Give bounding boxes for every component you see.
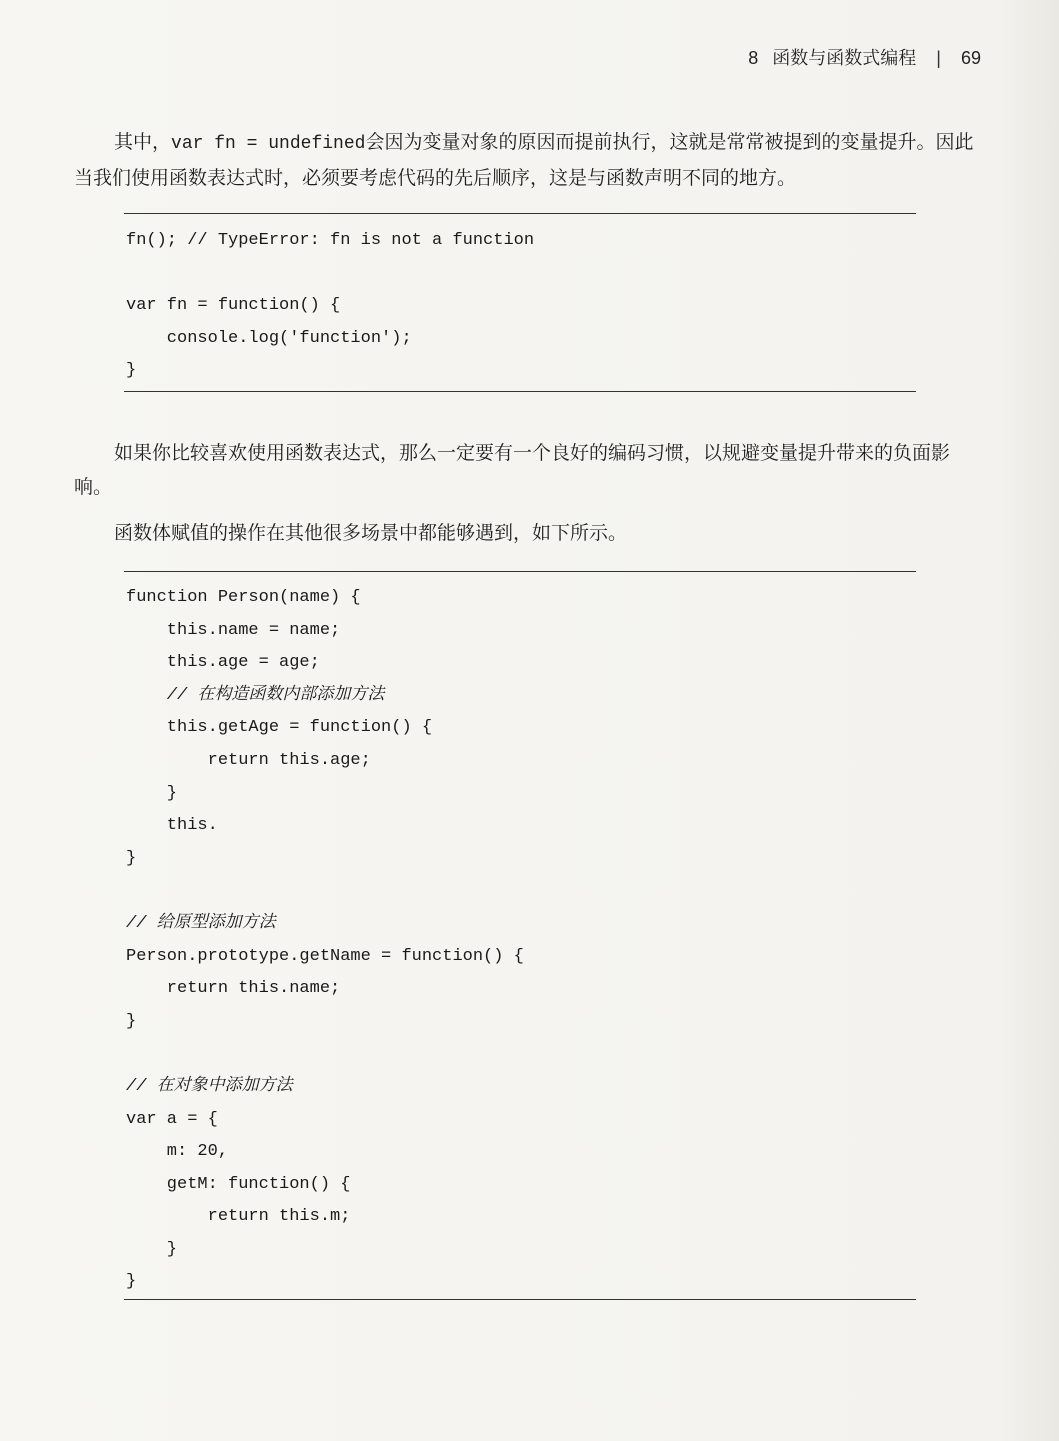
code-comment: // 在对象中添加方法	[126, 1076, 293, 1096]
chapter-title: 函数与函数式编程	[772, 48, 917, 68]
paragraph-variable-hoisting	[74, 125, 986, 195]
code-line: Person.prototype.getName = function() {	[126, 946, 524, 966]
code-comment: // 给原型添加方法	[126, 913, 276, 933]
code-block-methods	[126, 582, 524, 1299]
paragraph-coding-habit: 如果你比较喜欢使用函数表达式，那么一定要有一个良好的编码习惯，以规避变量提升带来的负面影响。	[74, 442, 951, 498]
code-line	[126, 1038, 524, 1071]
paragraph-lead: 其中，	[114, 131, 172, 153]
code-line	[126, 875, 524, 908]
code-line: var a = {	[126, 1109, 218, 1129]
code-line: function Person(name) {	[126, 588, 361, 607]
chapter-number: 8	[748, 48, 759, 68]
code-line: }	[126, 783, 178, 803]
code-block-bottom-rule	[124, 1299, 916, 1300]
code-line: }	[126, 848, 137, 868]
code-line: return this.name;	[126, 979, 341, 999]
code-line: var fn = function() {	[126, 296, 341, 316]
code-line: return this.m;	[126, 1207, 351, 1227]
header-separator: |	[936, 48, 941, 68]
code-comment: // 在构造函数内部添加方法	[126, 685, 385, 705]
code-block-top-rule	[124, 571, 916, 572]
code-line: }	[126, 361, 137, 381]
running-header	[748, 44, 981, 70]
code-line: this.	[126, 816, 218, 836]
code-line: this.getAge = function() {	[126, 718, 433, 738]
code-block-hoisting	[126, 225, 534, 388]
inline-code: var fn = undefined	[171, 134, 366, 154]
paragraph-text: 会因为变量对象的原因而提前执行，这就是常常被提到的变量提升。因此当我们使用函数表达式时，必须要考虑代码的先后顺序，这是与函数声明不同的地方。	[74, 131, 974, 189]
page-number: 69	[960, 48, 981, 68]
code-line: return this.age;	[126, 750, 371, 770]
code-line: }	[126, 1272, 137, 1292]
code-line: }	[126, 1011, 137, 1031]
code-line: }	[126, 1239, 178, 1259]
code-block-bottom-rule	[124, 391, 916, 392]
code-line: this.name = name;	[126, 620, 341, 640]
code-line: fn(); // TypeError: fn is not a function	[126, 231, 535, 250]
paragraph-assignment-scenarios: 函数体赋值的操作在其他很多场景中都能够遇到，如下所示。	[114, 522, 628, 544]
code-line: m: 20,	[126, 1142, 229, 1162]
code-line: console.log('function');	[126, 328, 412, 348]
code-line: this.age = age;	[126, 653, 320, 673]
code-block-top-rule	[124, 213, 916, 214]
code-line: getM: function() {	[126, 1174, 351, 1194]
code-line	[126, 258, 534, 291]
